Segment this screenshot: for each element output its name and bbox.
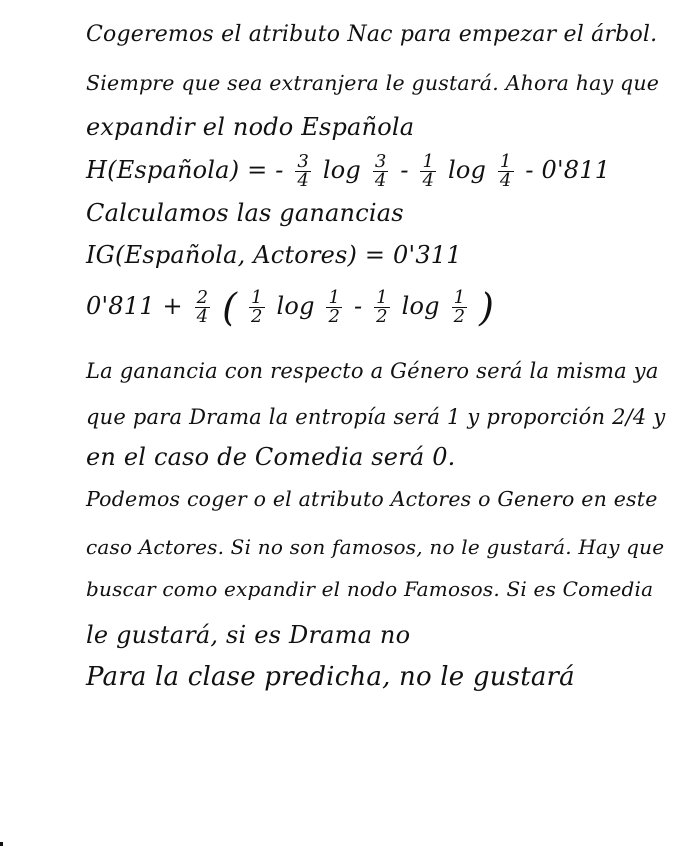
gain-log-1: log (276, 292, 315, 320)
gain-fraction-5: $\frac{1}{2}$ (453, 287, 466, 327)
gain-formula (86, 284, 494, 328)
note-line-11: Podemos coger o el atributo Actores o Genero en este (86, 487, 658, 511)
gain-minus: - (353, 292, 363, 320)
note-line-14: le gustará, si es Drama no (86, 621, 411, 649)
entropy-formula (86, 150, 610, 190)
note-line-9: que para Drama la entropía será 1 y proporción 2/4 y (86, 405, 666, 429)
note-line-15: Para la clase predicha, no le gustará (86, 662, 575, 692)
gain-log-2: log (401, 292, 440, 320)
gain-fraction-3: $\frac{1}{2}$ (328, 287, 341, 327)
note-line-12: caso Actores. Si no son famosos, no le gustará. Hay que (86, 535, 665, 559)
gain-fraction-4: $\frac{1}{2}$ (376, 287, 388, 327)
entropy-minus: - (400, 156, 409, 184)
entropy-fraction-3: $\frac{1}{4}$ (422, 151, 435, 191)
entropy-fraction-2: $\frac{3}{4}$ (374, 151, 387, 191)
gain-close-paren: ) (479, 285, 495, 330)
entropy-fraction-4: $\frac{1}{4}$ (499, 151, 512, 191)
note-line-1: Cogeremos el atributo Nac para empezar el árbol. (86, 22, 658, 47)
note-line-13: buscar como expandir el nodo Famosos. Si es Comedia (86, 577, 654, 601)
note-line-3: expandir el nodo Española (86, 113, 415, 141)
corner-mark (0, 842, 3, 846)
note-line-2: Siempre que sea extranjera le gustará. Ahora hay que (86, 71, 660, 95)
entropy-result: - 0'811 (525, 156, 611, 184)
entropy-log-1: log (322, 156, 361, 184)
gain-lhs: 0'811 + (86, 292, 183, 320)
entropy-lhs: H(Española) = - (86, 156, 284, 184)
note-line-8: La ganancia con respecto a Género será la misma ya (86, 359, 659, 383)
gain-fraction-2: $\frac{1}{2}$ (251, 287, 263, 327)
entropy-log-2: log (447, 156, 487, 184)
gain-fraction-1: $\frac{2}{4}$ (196, 287, 209, 327)
note-line-10: en el caso de Comedia será 0. (86, 443, 456, 471)
entropy-fraction-1: $\frac{3}{4}$ (297, 151, 310, 191)
note-line-6: IG(Española, Actores) = 0'311 (86, 241, 462, 269)
note-line-5: Calculamos las ganancias (86, 199, 404, 227)
gain-open-paren: ( (222, 285, 238, 330)
